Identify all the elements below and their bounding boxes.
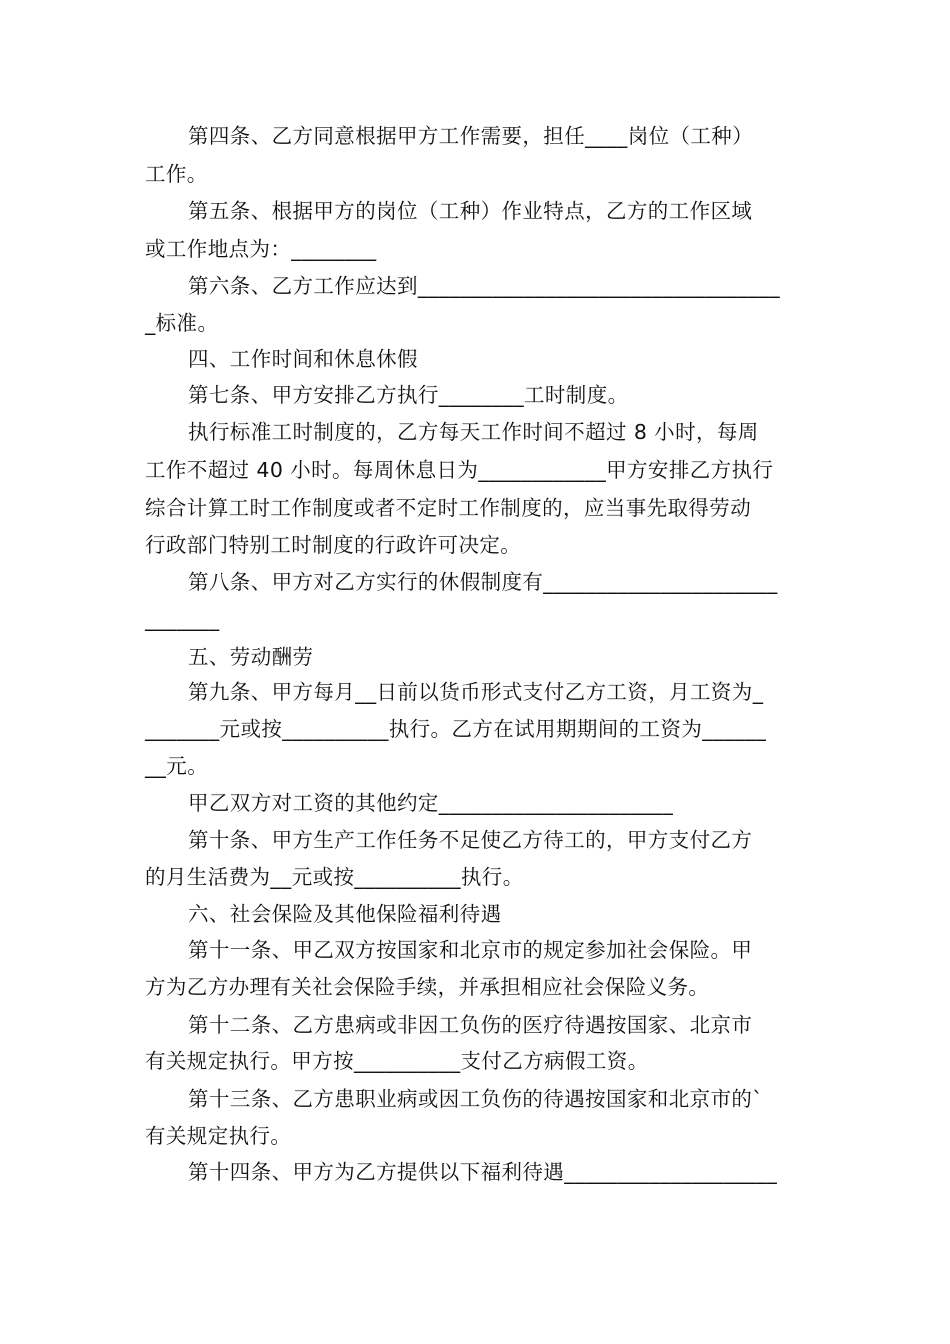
- section-4-heading: 四、工作时间和休息休假: [188, 347, 418, 371]
- standard-hours-line-1: 执行标准工时制度的，乙方每天工作时间不超过 8 小时，每周: [188, 420, 759, 444]
- article-6-line-1: 第六条、乙方工作应达到__________________________________: [188, 274, 780, 298]
- article-8-line-1: 第八条、甲方对乙方实行的休假制度有______________________: [188, 570, 778, 594]
- other-wage-agreement-line: 甲乙双方对工资的其他约定______________________: [188, 791, 674, 815]
- article-9-line-1: 第九条、甲方每月__日前以货币形式支付乙方工资，月工资为_: [188, 680, 764, 704]
- article-4-line-1: 第四条、乙方同意根据甲方工作需要，担任____岗位（工种）: [188, 124, 754, 148]
- section-6-heading: 六、社会保险及其他保险福利待遇: [188, 902, 502, 926]
- article-11-line-1: 第十一条、甲乙双方按国家和北京市的规定参加社会保险。甲: [188, 938, 753, 962]
- article-9-line-2: _______元或按__________执行。乙方在试用期期间的工资为______: [145, 717, 767, 741]
- standard-hours-line-4: 行政部门特别工时制度的行政许可决定。: [145, 533, 522, 557]
- article-12-line-1: 第十二条、乙方患病或非因工负伤的医疗待遇按国家、北京市: [188, 1013, 753, 1037]
- article-6-line-2: _标准。: [145, 311, 219, 335]
- article-10-line-1: 第十条、甲方生产工作任务不足使乙方待工的，甲方支付乙方: [188, 828, 753, 852]
- article-14-line: 第十四条、甲方为乙方提供以下福利待遇____________________: [188, 1160, 778, 1184]
- standard-hours-line-2: 工作不超过 40 小时。每周休息日为____________甲方安排乙方执行: [145, 458, 774, 482]
- section-5-heading: 五、劳动酬劳: [188, 645, 314, 669]
- article-9-line-3: __元。: [145, 754, 209, 778]
- article-7-line: 第七条、甲方安排乙方执行________工时制度。: [188, 383, 629, 407]
- article-12-line-2: 有关规定执行。甲方按__________支付乙方病假工资。: [145, 1049, 649, 1073]
- article-13-line-1: 第十三条、乙方患职业病或因工负伤的待遇按国家和北京市的`: [188, 1087, 763, 1111]
- article-5-line-2: 或工作地点为：________: [145, 237, 377, 261]
- article-5-line-1: 第五条、根据甲方的岗位（工种）作业特点，乙方的工作区域: [188, 199, 753, 223]
- article-4-line-2: 工作。: [145, 162, 208, 186]
- article-13-line-2: 有关规定执行。: [145, 1124, 292, 1148]
- article-11-line-2: 方为乙方办理有关社会保险手续，并承担相应社会保险义务。: [145, 975, 710, 999]
- article-10-line-2: 的月生活费为__元或按__________执行。: [145, 865, 524, 889]
- standard-hours-line-3: 综合计算工时工作制度或者不定时工作制度的，应当事先取得劳动: [145, 496, 752, 520]
- article-8-line-2: _______: [145, 607, 220, 631]
